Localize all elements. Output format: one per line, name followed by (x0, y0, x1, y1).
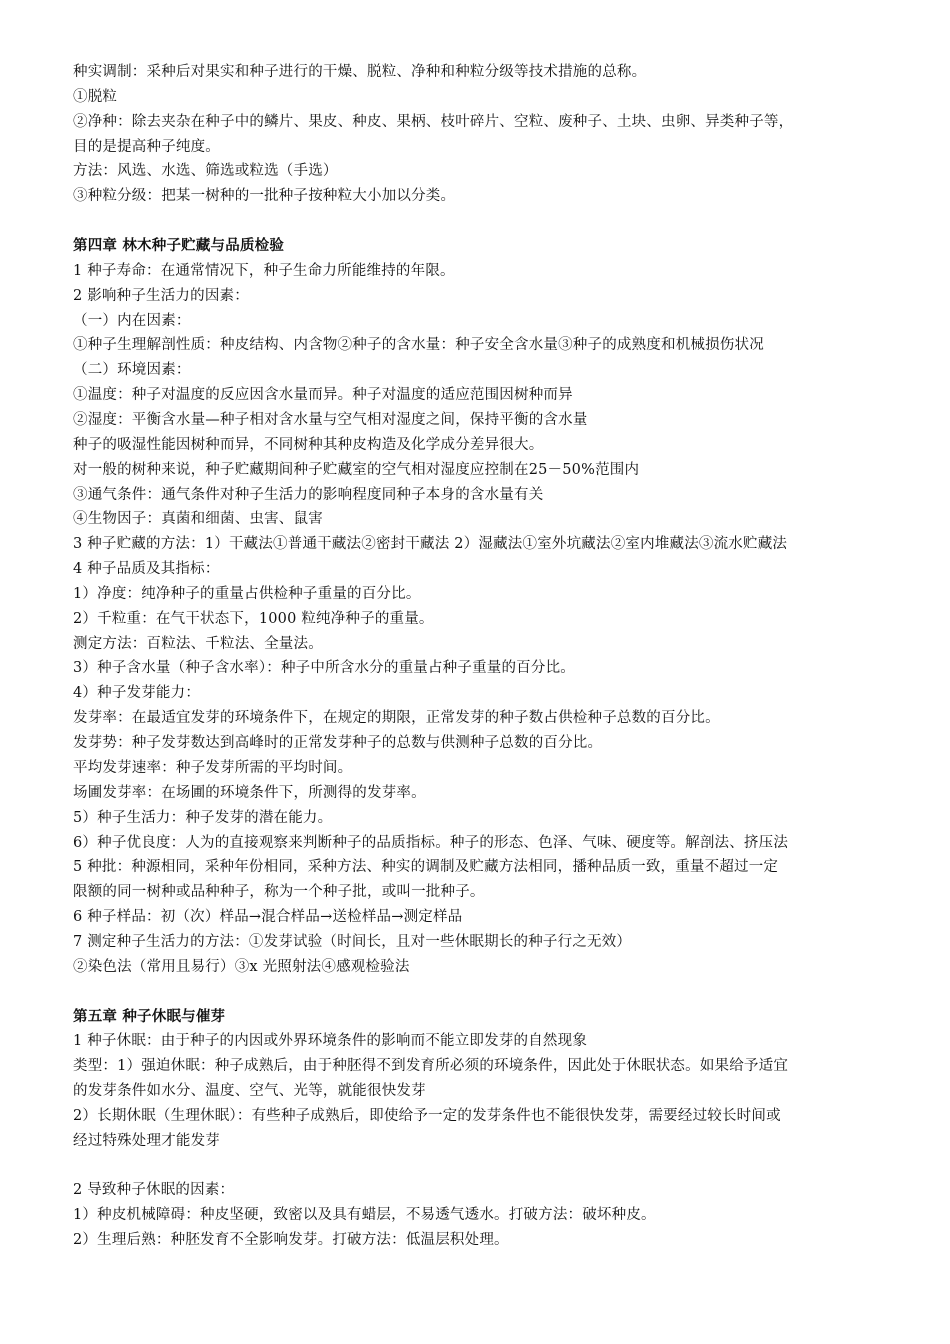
text-line: ③种粒分级：把某一树种的一批种子按种粒大小加以分类。 (73, 188, 456, 204)
text-line: 经过特殊处理才能发芽 (73, 1133, 220, 1149)
chapter-heading: 第五章 种子休眠与催芽 (73, 1009, 226, 1025)
text-line: 对一般的树种来说，种子贮藏期间种子贮藏室的空气相对湿度应控制在25－50%范围内 (73, 462, 640, 478)
text-line: 4 种子品质及其指标： (73, 561, 220, 577)
text-line: 方法：风选、水选、筛选或粒选（手选） (73, 163, 338, 179)
text-line: 种实调制：采种后对果实和种子进行的干燥、脱粒、净种和种粒分级等技术措施的总称。 (73, 64, 647, 80)
text-line: 发芽势：种子发芽数达到高峰时的正常发芽种子的总数与供测种子总数的百分比。 (73, 735, 603, 751)
text-line: 5）种子生活力：种子发芽的潜在能力。 (73, 810, 333, 826)
text-line: ②染色法（常用且易行）③x 光照射法④感观检验法 (73, 959, 410, 975)
text-line: （二）环境因素： (73, 362, 191, 378)
text-line: 2 导致种子休眠的因素： (73, 1182, 235, 1198)
text-line: 发芽率：在最适宜发芽的环境条件下，在规定的期限，正常发芽的种子数占供检种子总数的百分比。 (73, 710, 720, 726)
text-line: 1 种子休眠：由于种子的内因或外界环境条件的影响而不能立即发芽的自然现象 (73, 1033, 588, 1049)
text-line: 3 种子贮藏的方法：1）干藏法①普通干藏法②密封干藏法 2）湿藏法①室外坑藏法②室内堆藏法③流水贮藏法 (73, 536, 788, 552)
text-line: 限额的同一树种或品种种子，称为一个种子批，或叫一批种子。 (73, 884, 485, 900)
text-line: 场圃发芽率：在场圃的环境条件下，所测得的发芽率。 (73, 785, 426, 801)
text-line: 7 测定种子生活力的方法：①发芽试验（时间长，且对一些休眠期长的种子行之无效） (73, 934, 632, 950)
text-line: ②湿度：平衡含水量—种子相对含水量与空气相对湿度之间，保持平衡的含水量 (73, 412, 588, 428)
text-line: 2）生理后熟：种胚发育不全影响发芽。打破方法：低温层积处理。 (73, 1232, 509, 1248)
text-line: 6）种子优良度：人为的直接观察来判断种子的品质指标。种子的形态、色泽、气味、硬度等。解剖法、挤压法 (73, 835, 789, 851)
text-line: ①脱粒 (73, 89, 118, 105)
chapter-heading: 第四章 林木种子贮藏与品质检验 (73, 238, 285, 254)
text-line: 3）种子含水量（种子含水率）：种子中所含水分的重量占种子重量的百分比。 (73, 660, 575, 676)
text-line: 种子的吸湿性能因树种而异，不同树种其种皮构造及化学成分差异很大。 (73, 437, 544, 453)
text-line: 2）千粒重：在气干状态下，1000 粒纯净种子的重量。 (73, 611, 434, 627)
text-line: （一）内在因素： (73, 313, 191, 329)
text-line: 5 种批：种源相同，采种年份相同，采种方法、种实的调制及贮藏方法相同，播种品质一致，重量不超过一定 (73, 859, 779, 875)
text-line: 1）种皮机械障碍：种皮坚硬，致密以及具有蜡层，不易透气透水。打破方法：破坏种皮。 (73, 1207, 656, 1223)
text-line: 4）种子发芽能力： (73, 685, 201, 701)
text-line: 目的是提高种子纯度。 (73, 139, 220, 155)
text-line: ②净种：除去夹杂在种子中的鳞片、果皮、种皮、果柄、枝叶碎片、空粒、废种子、土块、虫卵、异类种子等， (73, 114, 794, 130)
text-line: ①种子生理解剖性质：种皮结构、内含物②种子的含水量：种子安全含水量③种子的成熟度和机械损伤状况 (73, 337, 764, 353)
text-line: ③通气条件：通气条件对种子生活力的影响程度同种子本身的含水量有关 (73, 487, 544, 503)
text-line: 6 种子样品：初（次）样品→混合样品→送检样品→测定样品 (73, 909, 463, 925)
text-line: 平均发芽速率：种子发芽所需的平均时间。 (73, 760, 353, 776)
text-line: 1）净度：纯净种子的重量占供检种子重量的百分比。 (73, 586, 421, 602)
text-line: 2）长期休眠（生理休眠）：有些种子成熟后，即使给予一定的发芽条件也不能很快发芽，需要经过较长时间或 (73, 1108, 781, 1124)
text-line: 测定方法：百粒法、千粒法、全量法。 (73, 636, 323, 652)
text-line: ④生物因子：真菌和细菌、虫害、鼠害 (73, 511, 323, 527)
text-line: 类型：1）强迫休眠：种子成熟后，由于种胚得不到发育所必须的环境条件，因此处于休眠状态。如果给予适宜 (73, 1058, 789, 1074)
text-line: 1 种子寿命：在通常情况下，种子生命力所能维持的年限。 (73, 263, 455, 279)
text-line: 2 影响种子生活力的因素： (73, 288, 249, 304)
text-line: ①温度：种子对温度的反应因含水量而异。种子对温度的适应范围因树种而异 (73, 387, 573, 403)
text-line: 的发芽条件如水分、温度、空气、光等，就能很快发芽 (73, 1083, 426, 1099)
